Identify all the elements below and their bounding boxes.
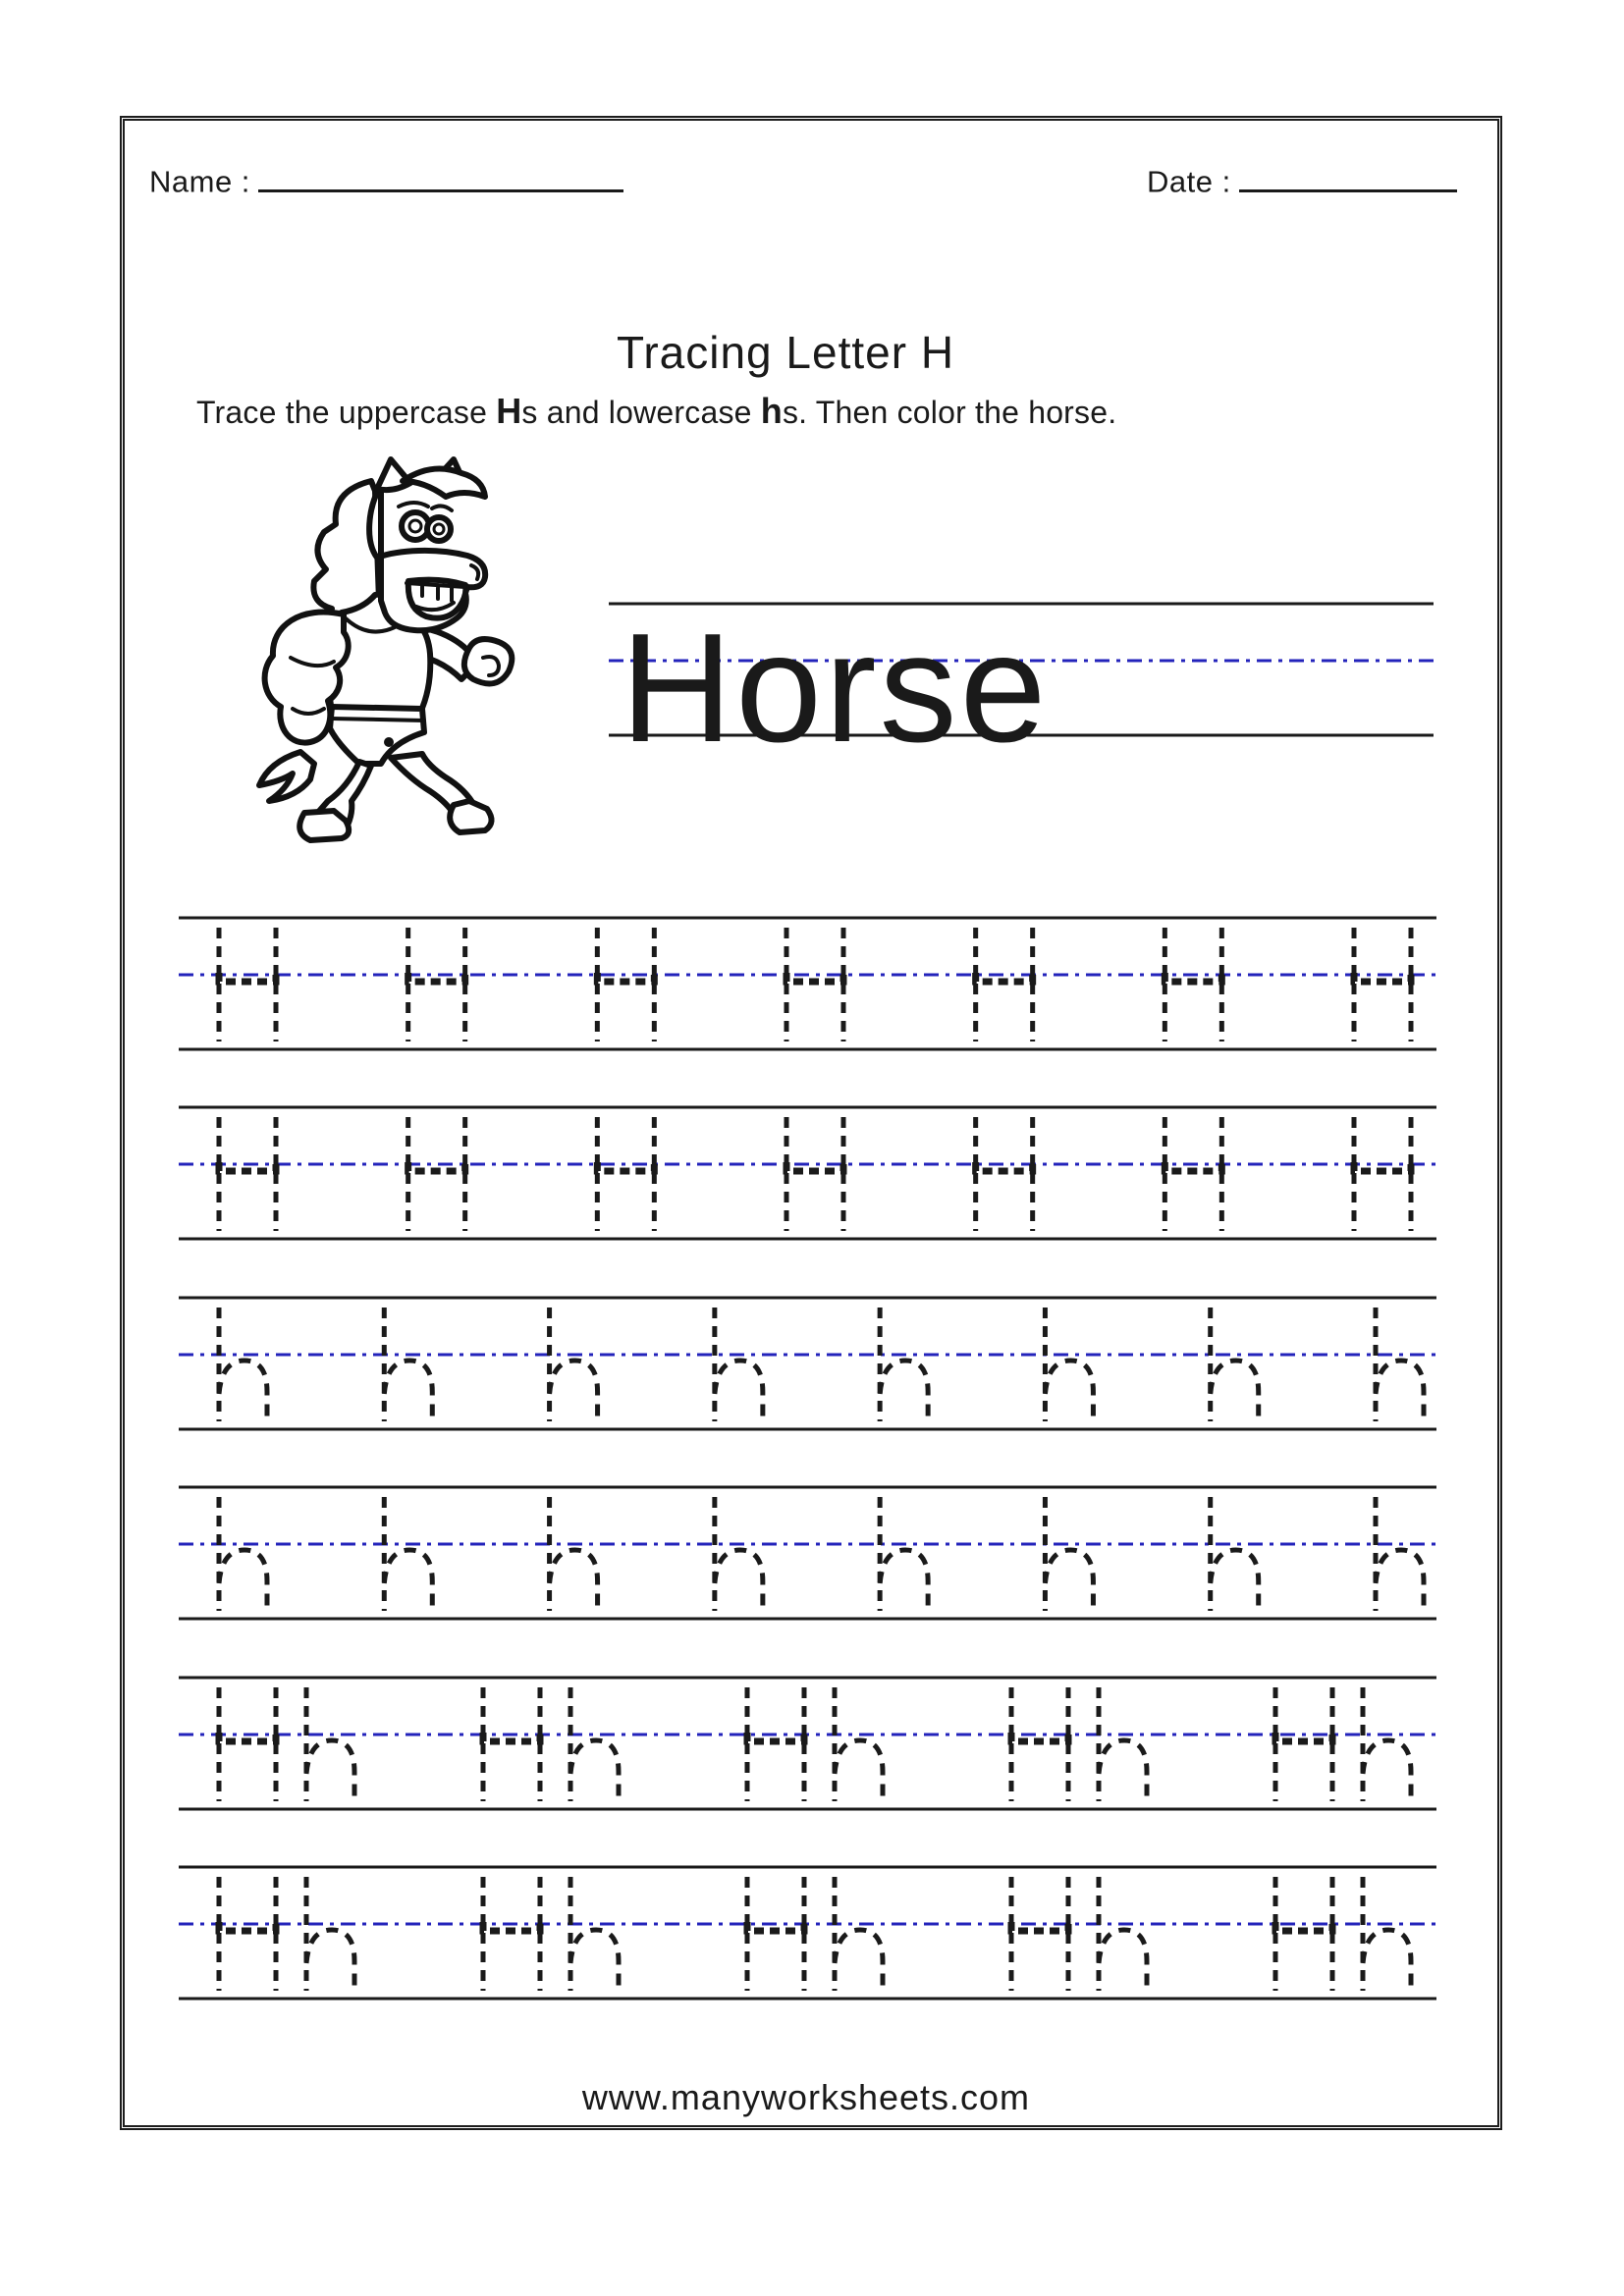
date-field-row [1147, 157, 1457, 200]
footer-url: www.manyworksheets.com [581, 2077, 1031, 2117]
date-label: Date : [1147, 164, 1231, 199]
date-input-line[interactable] [1239, 157, 1457, 192]
instruction-uppercase-h: H [496, 391, 522, 431]
horse-illustration [244, 452, 538, 844]
horse-waistband [332, 719, 424, 721]
page-title: Tracing Letter H [616, 327, 955, 378]
name-label: Name : [149, 164, 250, 199]
instruction-part: s. Then color the horse. [782, 395, 1117, 430]
word-label: Horse [621, 602, 1050, 774]
horse-shorts-button [384, 737, 394, 747]
horse-forelock [403, 469, 485, 498]
horse-eyebrows [399, 503, 452, 510]
tracing-row-h [179, 1296, 1440, 1433]
tracing-row-H [179, 1105, 1440, 1243]
tracing-row-H [179, 916, 1440, 1053]
instruction-text [196, 391, 1116, 432]
tracing-row-h [179, 1485, 1440, 1623]
horse-eye-pupil [409, 520, 421, 532]
tracing-row-Hh [179, 1676, 1440, 1813]
instruction-lowercase-h: h [760, 391, 783, 431]
instruction-part: s and lowercase [521, 395, 761, 430]
name-field-row [149, 157, 623, 200]
horse-eye-pupil [434, 524, 444, 534]
horse-left-ear [377, 459, 410, 490]
tracing-row-Hh [179, 1865, 1440, 2002]
horse-tail [259, 752, 314, 801]
horse-front-hoof [299, 811, 349, 840]
horse-back-hoof [450, 801, 491, 832]
instruction-part: Trace the uppercase [196, 395, 497, 430]
name-input-line[interactable] [258, 157, 623, 192]
